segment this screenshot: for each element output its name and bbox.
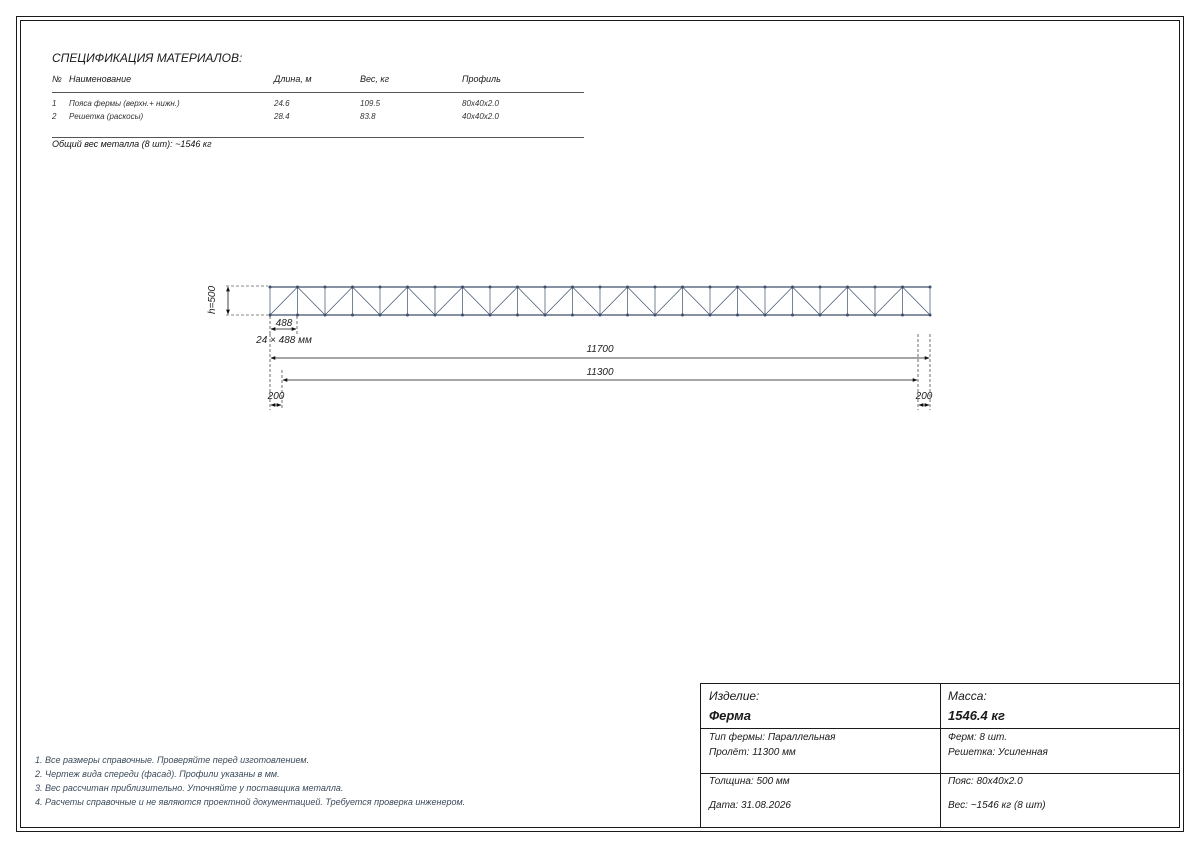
truss-diagonal: [325, 287, 353, 315]
title-block-divider: [701, 773, 1179, 774]
truss-node: [846, 314, 849, 317]
truss-diagonal: [628, 287, 656, 315]
truss-diagonal: [655, 287, 683, 315]
chord-profile: Пояс: 80x40x2.0: [948, 776, 1023, 787]
right-support-dimension: [915, 391, 933, 405]
truss-node: [434, 286, 437, 289]
title-block-divider: [701, 728, 1179, 729]
truss-node: [296, 314, 299, 317]
truss-node: [764, 286, 767, 289]
height-label: h=500: [207, 285, 218, 315]
truss-node: [544, 286, 547, 289]
truss-node: [846, 286, 849, 289]
truss-diagonal: [793, 287, 821, 315]
truss-node: [324, 314, 327, 317]
truss-node: [489, 286, 492, 289]
note-line: 2. Чертеж вида спереди (фасад). Профили указаны в мм.: [35, 769, 280, 779]
note-line: 1. Все размеры справочные. Проверяйте перед изготовлением.: [35, 755, 310, 765]
truss-node: [874, 314, 877, 317]
truss-diagonal: [490, 287, 518, 315]
truss-node: [296, 286, 299, 289]
product-label: Изделие:: [709, 689, 760, 703]
truss-diagonal: [270, 287, 298, 315]
truss-node: [544, 314, 547, 317]
truss-diagonal: [875, 287, 903, 315]
truss-node: [599, 286, 602, 289]
truss-node: [709, 314, 712, 317]
spec-header-weight: Вес, кг: [360, 74, 390, 84]
truss-diagonal: [380, 287, 408, 315]
left-support-label: 200: [267, 391, 285, 402]
note-line: 4. Расчеты справочные и не являются проектной документацией. Требуется проверка инженером.: [35, 797, 466, 807]
truss-diagonal: [903, 287, 931, 315]
spec-header-length: Длина, м: [274, 74, 312, 84]
truss-diagonal: [848, 287, 876, 315]
spec-cell-number: 2: [52, 112, 57, 121]
title-block-divider: [940, 684, 941, 827]
spec-cell-length: 28.4: [274, 112, 290, 121]
truss-node: [379, 314, 382, 317]
truss-node: [626, 314, 629, 317]
truss-node: [654, 314, 657, 317]
panel-count-label: 24 × 488 мм: [256, 335, 312, 346]
truss-diagonal: [710, 287, 738, 315]
truss-node: [406, 286, 409, 289]
spec-header-number: №: [52, 74, 62, 84]
truss-node: [929, 286, 932, 289]
truss-diagonal: [545, 287, 573, 315]
truss-node: [736, 314, 739, 317]
height-dimension: [207, 286, 268, 315]
span-value: Пролёт: 11300 мм: [709, 747, 796, 758]
truss-node: [791, 286, 794, 289]
title-block: [700, 683, 1180, 828]
truss-diagonal: [683, 287, 711, 315]
truss-node: [379, 286, 382, 289]
truss-count: Ферм: 8 шт.: [948, 732, 1008, 743]
spec-cell-length: 24.6: [274, 99, 290, 108]
product-value: Ферма: [709, 708, 751, 723]
overall-length-label: 11700: [586, 344, 614, 355]
truss-node: [489, 314, 492, 317]
truss-node: [351, 314, 354, 317]
truss-node: [324, 286, 327, 289]
truss-node: [461, 286, 464, 289]
truss-diagonal: [408, 287, 436, 315]
truss-diagonal: [573, 287, 601, 315]
truss-diagonal: [738, 287, 766, 315]
truss-node: [901, 314, 904, 317]
truss-frame: [269, 286, 932, 317]
spec-cell-number: 1: [52, 99, 57, 108]
truss-node: [406, 314, 409, 317]
truss-node: [269, 286, 272, 289]
panel-dimension: [255, 316, 312, 346]
truss-node: [791, 314, 794, 317]
truss-node: [819, 314, 822, 317]
span-length-label: 11300: [586, 367, 614, 378]
truss-node: [709, 286, 712, 289]
truss-diagonal: [353, 287, 381, 315]
date-value: Дата: 31.08.2026: [709, 800, 791, 811]
truss-node: [654, 286, 657, 289]
truss-node: [764, 314, 767, 317]
truss-node: [461, 314, 464, 317]
truss-diagonal: [765, 287, 793, 315]
truss-node: [626, 286, 629, 289]
truss-node: [929, 314, 932, 317]
truss-node: [571, 286, 574, 289]
truss-diagonal: [600, 287, 628, 315]
spec-cell-profile: 80x40x2.0: [462, 99, 499, 108]
spec-cell-weight: 109.5: [360, 99, 381, 108]
right-support-label: 200: [915, 391, 933, 402]
spec-header-profile: Профиль: [462, 74, 501, 84]
truss-node: [434, 314, 437, 317]
weight-value: Вес: ~1546 кг (8 шт): [948, 800, 1046, 811]
truss-node: [819, 286, 822, 289]
spec-cell-weight: 83.8: [360, 112, 376, 121]
thickness-value: Толщина: 500 мм: [709, 776, 790, 787]
truss-type: Тип фермы: Параллельная: [709, 732, 836, 743]
truss-node: [736, 286, 739, 289]
spec-cell-name: Решетка (раскосы): [69, 112, 144, 121]
truss-node: [681, 314, 684, 317]
truss-node: [874, 286, 877, 289]
truss-node: [516, 286, 519, 289]
lattice-type: Решетка: Усиленная: [948, 747, 1048, 758]
truss-node: [681, 286, 684, 289]
spec-cell-name: Пояса фермы (верхн.+ нижн.): [69, 99, 180, 108]
truss-diagonal: [820, 287, 848, 315]
truss-diagonal: [518, 287, 546, 315]
panel-length-label: 488: [275, 318, 293, 329]
spec-header-name: Наименование: [69, 74, 132, 84]
truss-node: [351, 286, 354, 289]
truss-diagonal: [435, 287, 463, 315]
mass-value: 1546.4 кг: [948, 708, 1005, 723]
truss-diagonal: [298, 287, 326, 315]
note-line: 3. Вес рассчитан приблизительно. Уточняйте у поставщика металла.: [35, 783, 344, 793]
spec-cell-profile: 40x40x2.0: [462, 112, 499, 121]
mass-label: Масса:: [948, 689, 987, 703]
truss-node: [901, 286, 904, 289]
truss-node: [571, 314, 574, 317]
spec-total-weight: Общий вес металла (8 шт): ~1546 кг: [52, 139, 212, 149]
notes: [35, 753, 465, 809]
spec-title: СПЕЦИФИКАЦИЯ МАТЕРИАЛОВ:: [52, 51, 243, 65]
truss-diagonal: [463, 287, 491, 315]
truss-node: [516, 314, 519, 317]
truss-node: [599, 314, 602, 317]
